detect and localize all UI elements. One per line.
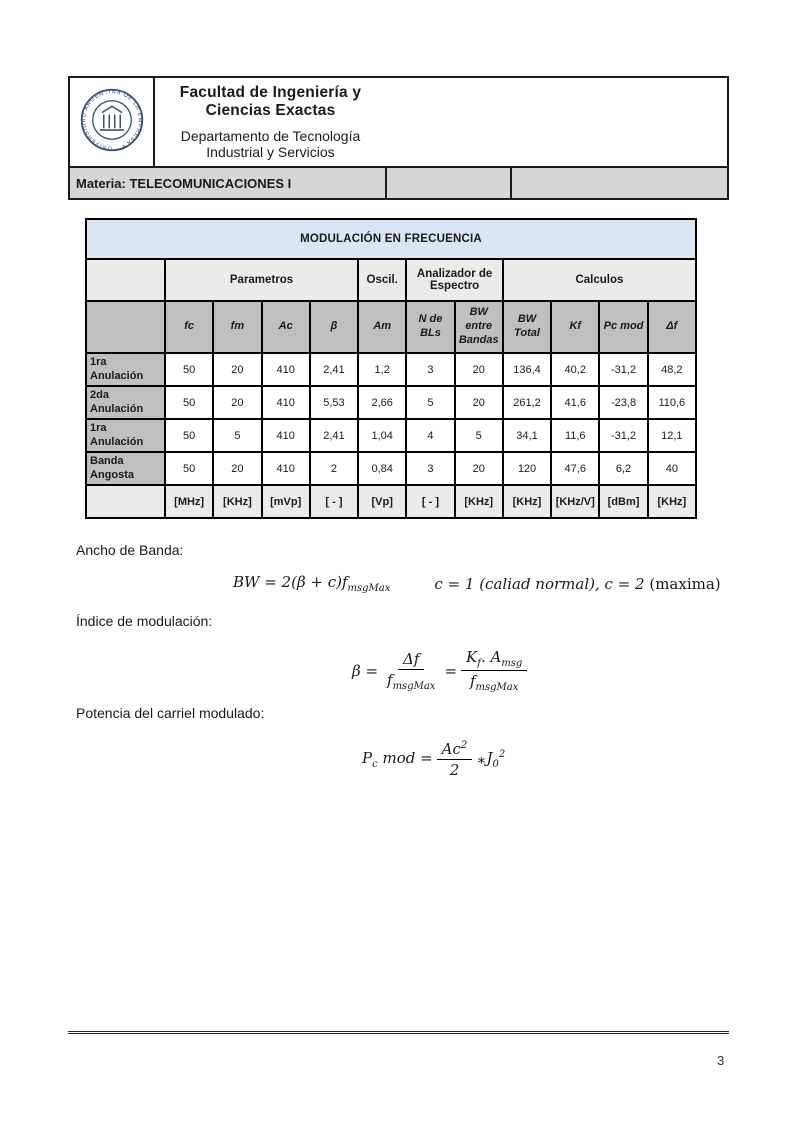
data-cell: 2,41 — [310, 419, 358, 452]
table-row — [86, 452, 696, 485]
unit-cell: [KHz] — [213, 485, 261, 518]
data-cell: -23,8 — [599, 386, 647, 419]
data-cell: 40 — [648, 452, 696, 485]
column-header: Kf — [551, 301, 599, 353]
group-header: Analizador de Espectro — [406, 259, 503, 301]
unit-cell: [KHz] — [648, 485, 696, 518]
data-cell: 11,6 — [551, 419, 599, 452]
column-header: Δf — [648, 301, 696, 353]
data-cell: 12,1 — [648, 419, 696, 452]
data-cell: 20 — [213, 386, 261, 419]
column-header: Ac — [262, 301, 310, 353]
data-cell: 48,2 — [648, 353, 696, 386]
data-cell: 40,2 — [551, 353, 599, 386]
modulation-index-section-label: Índice de modulación: — [76, 613, 213, 629]
data-cell: 5 — [406, 386, 454, 419]
data-cell: 47,6 — [551, 452, 599, 485]
data-cell: 2,41 — [310, 353, 358, 386]
bandwidth-formula: BW = $2(\beta + c)f_{msgMax}$ c = 1 (caliad normal), c = 2 (maxima) — [233, 573, 721, 594]
table-row — [86, 386, 696, 419]
power-formula: $P_c$ mod = $\frac{Ac^2}{2}$ ∗ $J_0^2$ — [362, 740, 506, 779]
university-seal-icon — [79, 87, 145, 153]
column-header: BW entre Bandas — [455, 301, 503, 353]
data-cell: 20 — [455, 452, 503, 485]
svg-text:UNIVERSIDAD ARGENTINA DE LA EM: UNIVERSIDAD ARGENTINA DE LA EMPRESA • — [80, 88, 143, 151]
logo-cell — [69, 77, 154, 167]
data-cell: 3 — [406, 353, 454, 386]
corner-cell — [86, 259, 165, 301]
modulation-index-formula: β = $\frac{\Delta f}{f_{msgMax}}$ = $\frac{K_f. A_{msg}}{f_{msgMax}}$ — [352, 648, 531, 693]
data-cell: 3 — [406, 452, 454, 485]
column-header: Am — [358, 301, 406, 353]
data-cell: 50 — [165, 353, 213, 386]
data-cell: 2,66 — [358, 386, 406, 419]
column-header: N de BLs — [406, 301, 454, 353]
data-cell: 5 — [213, 419, 261, 452]
data-cell: 20 — [213, 452, 261, 485]
header-banner — [68, 76, 729, 200]
unit-cell: [KHz] — [455, 485, 503, 518]
units-row-label-cell — [86, 485, 165, 518]
data-cell: 410 — [262, 419, 310, 452]
data-cell: 50 — [165, 419, 213, 452]
modulation-table — [85, 218, 697, 519]
unit-cell: [Vp] — [358, 485, 406, 518]
unit-cell: [mVp] — [262, 485, 310, 518]
data-cell: 5,53 — [310, 386, 358, 419]
data-cell: 20 — [455, 353, 503, 386]
group-header: Parametros — [165, 259, 358, 301]
group-header: Oscil. — [358, 259, 406, 301]
column-header: BW Total — [503, 301, 551, 353]
data-cell: -31,2 — [599, 353, 647, 386]
data-cell: 20 — [455, 386, 503, 419]
data-cell: 410 — [262, 353, 310, 386]
data-cell: 4 — [406, 419, 454, 452]
data-cell: 136,4 — [503, 353, 551, 386]
data-cell: 5 — [455, 419, 503, 452]
row-label-column-header — [86, 301, 165, 353]
column-header: fm — [213, 301, 261, 353]
data-cell: 120 — [503, 452, 551, 485]
department-subtitle: Departamento de Tecnología Industrial y Servicios — [180, 128, 361, 160]
unit-cell: [KHz] — [503, 485, 551, 518]
unit-cell: [ - ] — [310, 485, 358, 518]
row-label: Banda Angosta — [86, 452, 165, 485]
data-cell: 41,6 — [551, 386, 599, 419]
row-label: 2da Anulación — [86, 386, 165, 419]
table-row — [86, 419, 696, 452]
materia-empty-cell-2 — [511, 167, 728, 199]
unit-cell: [KHz/V] — [551, 485, 599, 518]
data-cell: 1,2 — [358, 353, 406, 386]
data-cell: 6,2 — [599, 452, 647, 485]
data-cell: 410 — [262, 386, 310, 419]
data-cell: 50 — [165, 386, 213, 419]
materia-empty-cell-1 — [386, 167, 511, 199]
materia-label: Materia: TELECOMUNICACIONES I — [69, 167, 386, 199]
table-row — [86, 353, 696, 386]
power-section-label: Potencia del carriel modulado: — [76, 705, 265, 721]
data-cell: -31,2 — [599, 419, 647, 452]
footer-rule — [68, 1031, 729, 1034]
data-cell: 0,84 — [358, 452, 406, 485]
data-cell: 50 — [165, 452, 213, 485]
bandwidth-section-label: Ancho de Banda: — [76, 542, 184, 558]
unit-cell: [dBm] — [599, 485, 647, 518]
row-label: 1ra Anulación — [86, 419, 165, 452]
column-header: fc — [165, 301, 213, 353]
data-cell: 34,1 — [503, 419, 551, 452]
data-cell: 1,04 — [358, 419, 406, 452]
row-label: 1ra Anulación — [86, 353, 165, 386]
table-title: MODULACIÓN EN FRECUENCIA — [86, 219, 696, 259]
group-header: Calculos — [503, 259, 696, 301]
data-cell: 410 — [262, 452, 310, 485]
column-header: Pc mod — [599, 301, 647, 353]
data-cell: 20 — [213, 353, 261, 386]
column-header: β — [310, 301, 358, 353]
unit-cell: [MHz] — [165, 485, 213, 518]
data-cell: 2 — [310, 452, 358, 485]
data-cell: 261,2 — [503, 386, 551, 419]
unit-cell: [ - ] — [406, 485, 454, 518]
faculty-title: Facultad de Ingeniería y Ciencias Exactas — [179, 84, 362, 119]
data-cell: 110,6 — [648, 386, 696, 419]
page-number: 3 — [717, 1053, 725, 1068]
